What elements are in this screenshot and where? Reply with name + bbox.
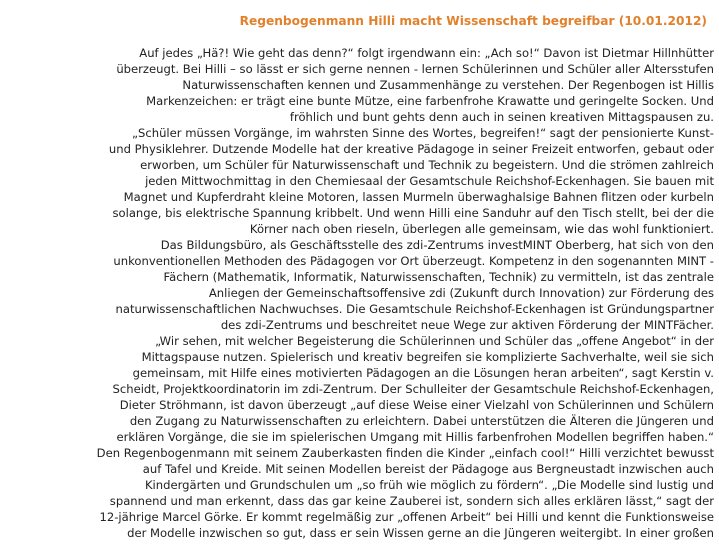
body-line: Mittagspause nutzen. Spielerisch und kreativ begreifen sie komplizierte Sachverhalte, weil sie sich [141,350,714,364]
body-line: 12-jährige Marcel Görke. Er kommt regelmäßig zur „offenen Arbeit“ bei Hilli und kennt die Funktionsweise [99,510,714,524]
body-line: „Schüler müssen Vorgänge, im wahrsten Sinne des Wortes, begreifen!“ sagt der pensionierte Kunst- [131,126,714,140]
body-line: Kindergärten und Grundschulen um „so früh wie möglich zu fördern“. „Die Modelle sind lustig und [144,478,714,492]
body-line: jeden Mittwochmittag in den Chemiesaal der Gesamtschule Reichshof-Eckenhagen. Sie bauen mit [145,174,714,188]
body-line: des zdi-Zentrums und beschreitet neue Wege zur aktiven Förderung der MINTFächer. [220,318,714,332]
body-line: Auf jedes „Hä?! Wie geht das denn?“ folgt irgendwann ein: „Ach so!“ Davon ist Dietmar Hillnhütter [139,46,714,60]
body-line: Scheidt, Projektkoordinatorin im zdi-Zentrum. Der Schulleiter der Gesamtschule Reichshof-Eckenhagen, [112,382,714,396]
body-line: auf Tafel und Kreide. Mit seinen Modellen bereist der Pädagoge aus Bergneustadt inzwischen auch [142,462,714,476]
body-line: spannend und man erkennt, dass das gar keine Zauberei ist, sondern sich alles erklären lässt,“ sagt der [109,494,714,508]
body-line: fröhlich und bunt gehts denn auch in seinen kreativen Mittagspausen zu. [289,110,714,124]
body-line: der Modelle inzwischen so gut, dass er sein Wissen gerne an die Jüngeren weitergibt. In einer großen [127,526,714,540]
body-line: den Zugang zu Naturwissenschaften zu erleichtern. Dabei unterstützen die Älteren die Jüngeren und [129,414,714,428]
body-line: Markenzeichen: er trägt eine bunte Mütze, eine farbenfrohe Krawatte und geringelte Socken. Und [146,94,714,108]
body-line: gemeinsam, mit Hilfe eines motivierten Pädagogen an die Lösungen heran arbeiten“, sagt Kerstin v. [132,366,714,380]
body-line: Dieter Ströhmann, ist davon überzeugt „auf diese Weise einer Vielzahl von Schülerinnen und Schülern [119,398,714,412]
body-line: Naturwissenschaften kennen und Zusammenhänge zu verstehen. Der Regenbogen ist Hillis [182,78,714,92]
body-line: Das Bildungsbüro, als Geschäftsstelle des zdi-Zentrums investMINT Oberberg, hat sich von den [160,238,714,252]
body-line: „Wir sehen, mit welcher Begeisterung die Schülerinnen und Schüler das „offene Angebot“ in der [155,334,714,348]
article-title: Regenbogenmann Hilli macht Wissenschaft begreifbar (10.01.2012) [239,14,707,28]
body-line: Fächern (Mathematik, Informatik, Naturwissenschaften, Technik) zu vermitteln, ist das zentrale [163,270,714,284]
body-line: und Physiklehrer. Dutzende Modelle hat der kreative Pädagoge in seiner Freizeit entworfen, gebaut oder [108,142,714,156]
body-line: erklären Vorgänge, die sie im spielerischen Umgang mit Hillis farbenfrohen Modellen begriffen haben.“ [116,430,714,444]
body-line: Den Regenbogenmann mit seinem Zauberkasten finden die Kinder „einfach cool!“ Hilli verzichtet bewusst [96,446,714,460]
body-line: solange, bis elektrische Spannung kribbelt. Und wenn Hilli eine Sanduhr auf den Tisch stellt, bei der die [112,206,714,220]
article-body [0,45,714,541]
body-line: naturwissenschaftlichen Nachwuchses. Die Gesamtschule Reichshof-Eckenhagen ist Gründungspartner [115,302,714,316]
body-line: Magnet und Kupferdraht kleine Motoren, lassen Murmeln überwaghalsige Bahnen flitzen oder kurbeln [123,190,714,204]
body-line: erworben, um Schüler für Naturwissenschaft und Technik zu begeistern. Und die strömen zahlreich [140,158,714,172]
body-line: Körner nach oben rieseln, überlegen alle gemeinsam, wie das wohl funktioniert. [249,222,714,236]
body-line: Anliegen der Gemeinschaftsoffensive zdi (Zukunft durch Innovation) zur Förderung des [208,286,714,300]
body-line: überzeugt. Bei Hilli – so lässt er sich gerne nennen - lernen Schülerinnen und Schüler aller Altersstufen [116,62,714,76]
body-line: unkonventionellen Methoden des Pädagogen vor Ort überzeugt. Kompetenz in den sogenannten MINT - [113,254,714,268]
